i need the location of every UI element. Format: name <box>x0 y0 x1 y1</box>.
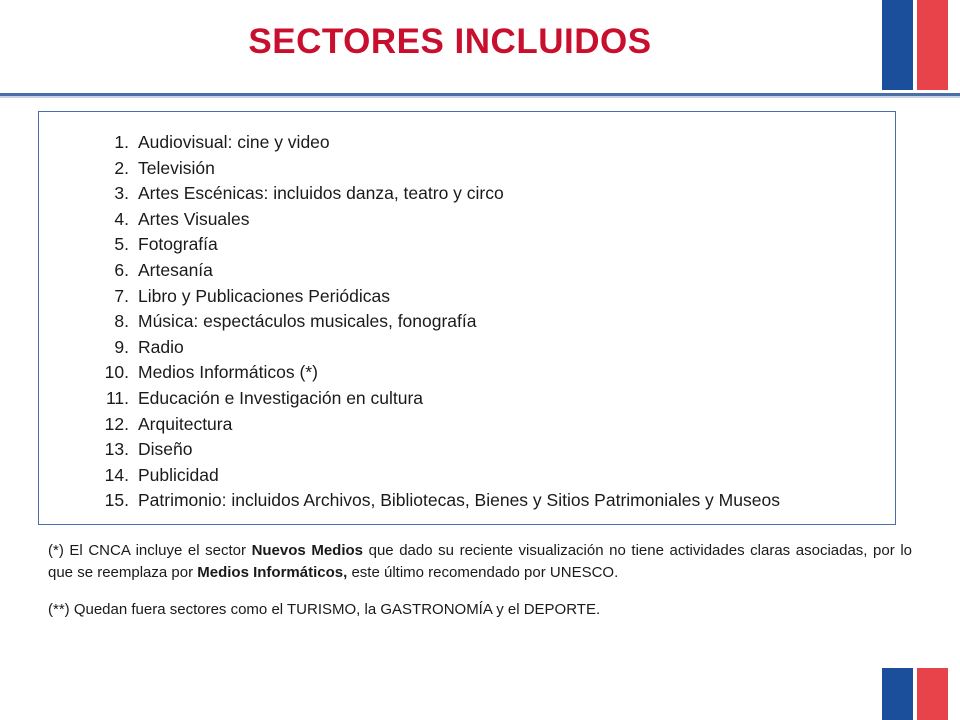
sector-list <box>91 130 780 514</box>
list-item-label: Diseño <box>138 439 193 460</box>
list-item <box>91 360 780 386</box>
list-item-label: Patrimonio: incluidos Archivos, Bibliotecas, Bienes y Sitios Patrimoniales y Museos <box>138 490 780 511</box>
flag-blue-stripe <box>882 668 913 720</box>
list-item-number: 5. <box>114 234 129 255</box>
list-item-label: Publicidad <box>138 464 219 485</box>
list-item-number: 10. <box>104 362 129 383</box>
note1-bold-medios-informaticos: Medios Informáticos, <box>197 564 348 581</box>
list-item <box>91 488 780 514</box>
list-item-label: Educación e Investigación en cultura <box>138 387 424 408</box>
note1-text-1: (*) El CNCA incluye el sector <box>48 542 252 559</box>
list-item-label: Artesanía <box>138 259 213 280</box>
list-item-label: Fotografía <box>138 234 218 255</box>
list-item <box>91 207 780 233</box>
list-item <box>91 156 780 182</box>
list-item-number: 4. <box>114 208 129 229</box>
list-item-number: 8. <box>114 311 129 332</box>
list-item-number: 9. <box>114 336 129 357</box>
note1-bold-nuevos-medios: Nuevos Medios <box>251 542 364 559</box>
list-item-number: 2. <box>114 157 129 178</box>
flag-red-stripe <box>917 0 948 90</box>
list-item-number: 7. <box>114 285 129 306</box>
list-item <box>91 437 780 463</box>
list-item <box>91 130 780 156</box>
list-item-number: 14. <box>104 464 129 485</box>
list-item-label: Radio <box>138 336 184 357</box>
footnote-cnca <box>48 540 912 584</box>
list-item-label: Televisión <box>138 157 215 178</box>
list-item-number: 12. <box>104 413 129 434</box>
flag-top-decoration <box>882 0 948 90</box>
list-item <box>91 284 780 310</box>
list-item-number: 3. <box>114 183 129 204</box>
list-item-label: Libro y Publicaciones Periódicas <box>138 285 390 306</box>
list-item <box>91 386 780 412</box>
list-item-number: 13. <box>104 439 129 460</box>
list-item-label: Artes Visuales <box>138 208 250 229</box>
flag-blue-stripe <box>882 0 913 90</box>
footnotes <box>48 540 912 636</box>
list-item-label: Música: espectáculos musicales, fonografía <box>138 311 477 332</box>
list-item-label: Arquitectura <box>138 413 233 434</box>
list-item <box>91 181 780 207</box>
list-item <box>91 232 780 258</box>
flag-bottom-decoration <box>882 668 948 720</box>
footnote-excluded: (**) Quedan fuera sectores como el TURISMO, la GASTRONOMÍA y el DEPORTE. <box>48 601 601 618</box>
list-item <box>91 463 780 489</box>
list-item-label: Artes Escénicas: incluidos danza, teatro y circo <box>138 183 504 204</box>
list-item <box>91 412 780 438</box>
list-item <box>91 335 780 361</box>
list-item-number: 6. <box>114 259 129 280</box>
list-item-number: 11. <box>105 387 129 408</box>
title-divider-shadow <box>0 96 960 98</box>
list-item-label: Medios Informáticos (*) <box>138 362 318 383</box>
note1-text-3: este último recomendado por UNESCO. <box>347 564 619 581</box>
list-item-label: Audiovisual: cine y video <box>138 132 330 152</box>
page-title: SECTORES INCLUIDOS <box>248 22 652 61</box>
list-item-number: 15. <box>104 490 129 511</box>
list-item <box>91 309 780 335</box>
list-item-number: 1. <box>114 132 129 152</box>
list-item <box>91 258 780 284</box>
sectors-box <box>38 111 896 525</box>
flag-red-stripe <box>917 668 948 720</box>
note1-text-2: que dado su reciente visualización no tiene actividades claras asociadas, por lo que se reemplaza por <box>48 542 912 581</box>
